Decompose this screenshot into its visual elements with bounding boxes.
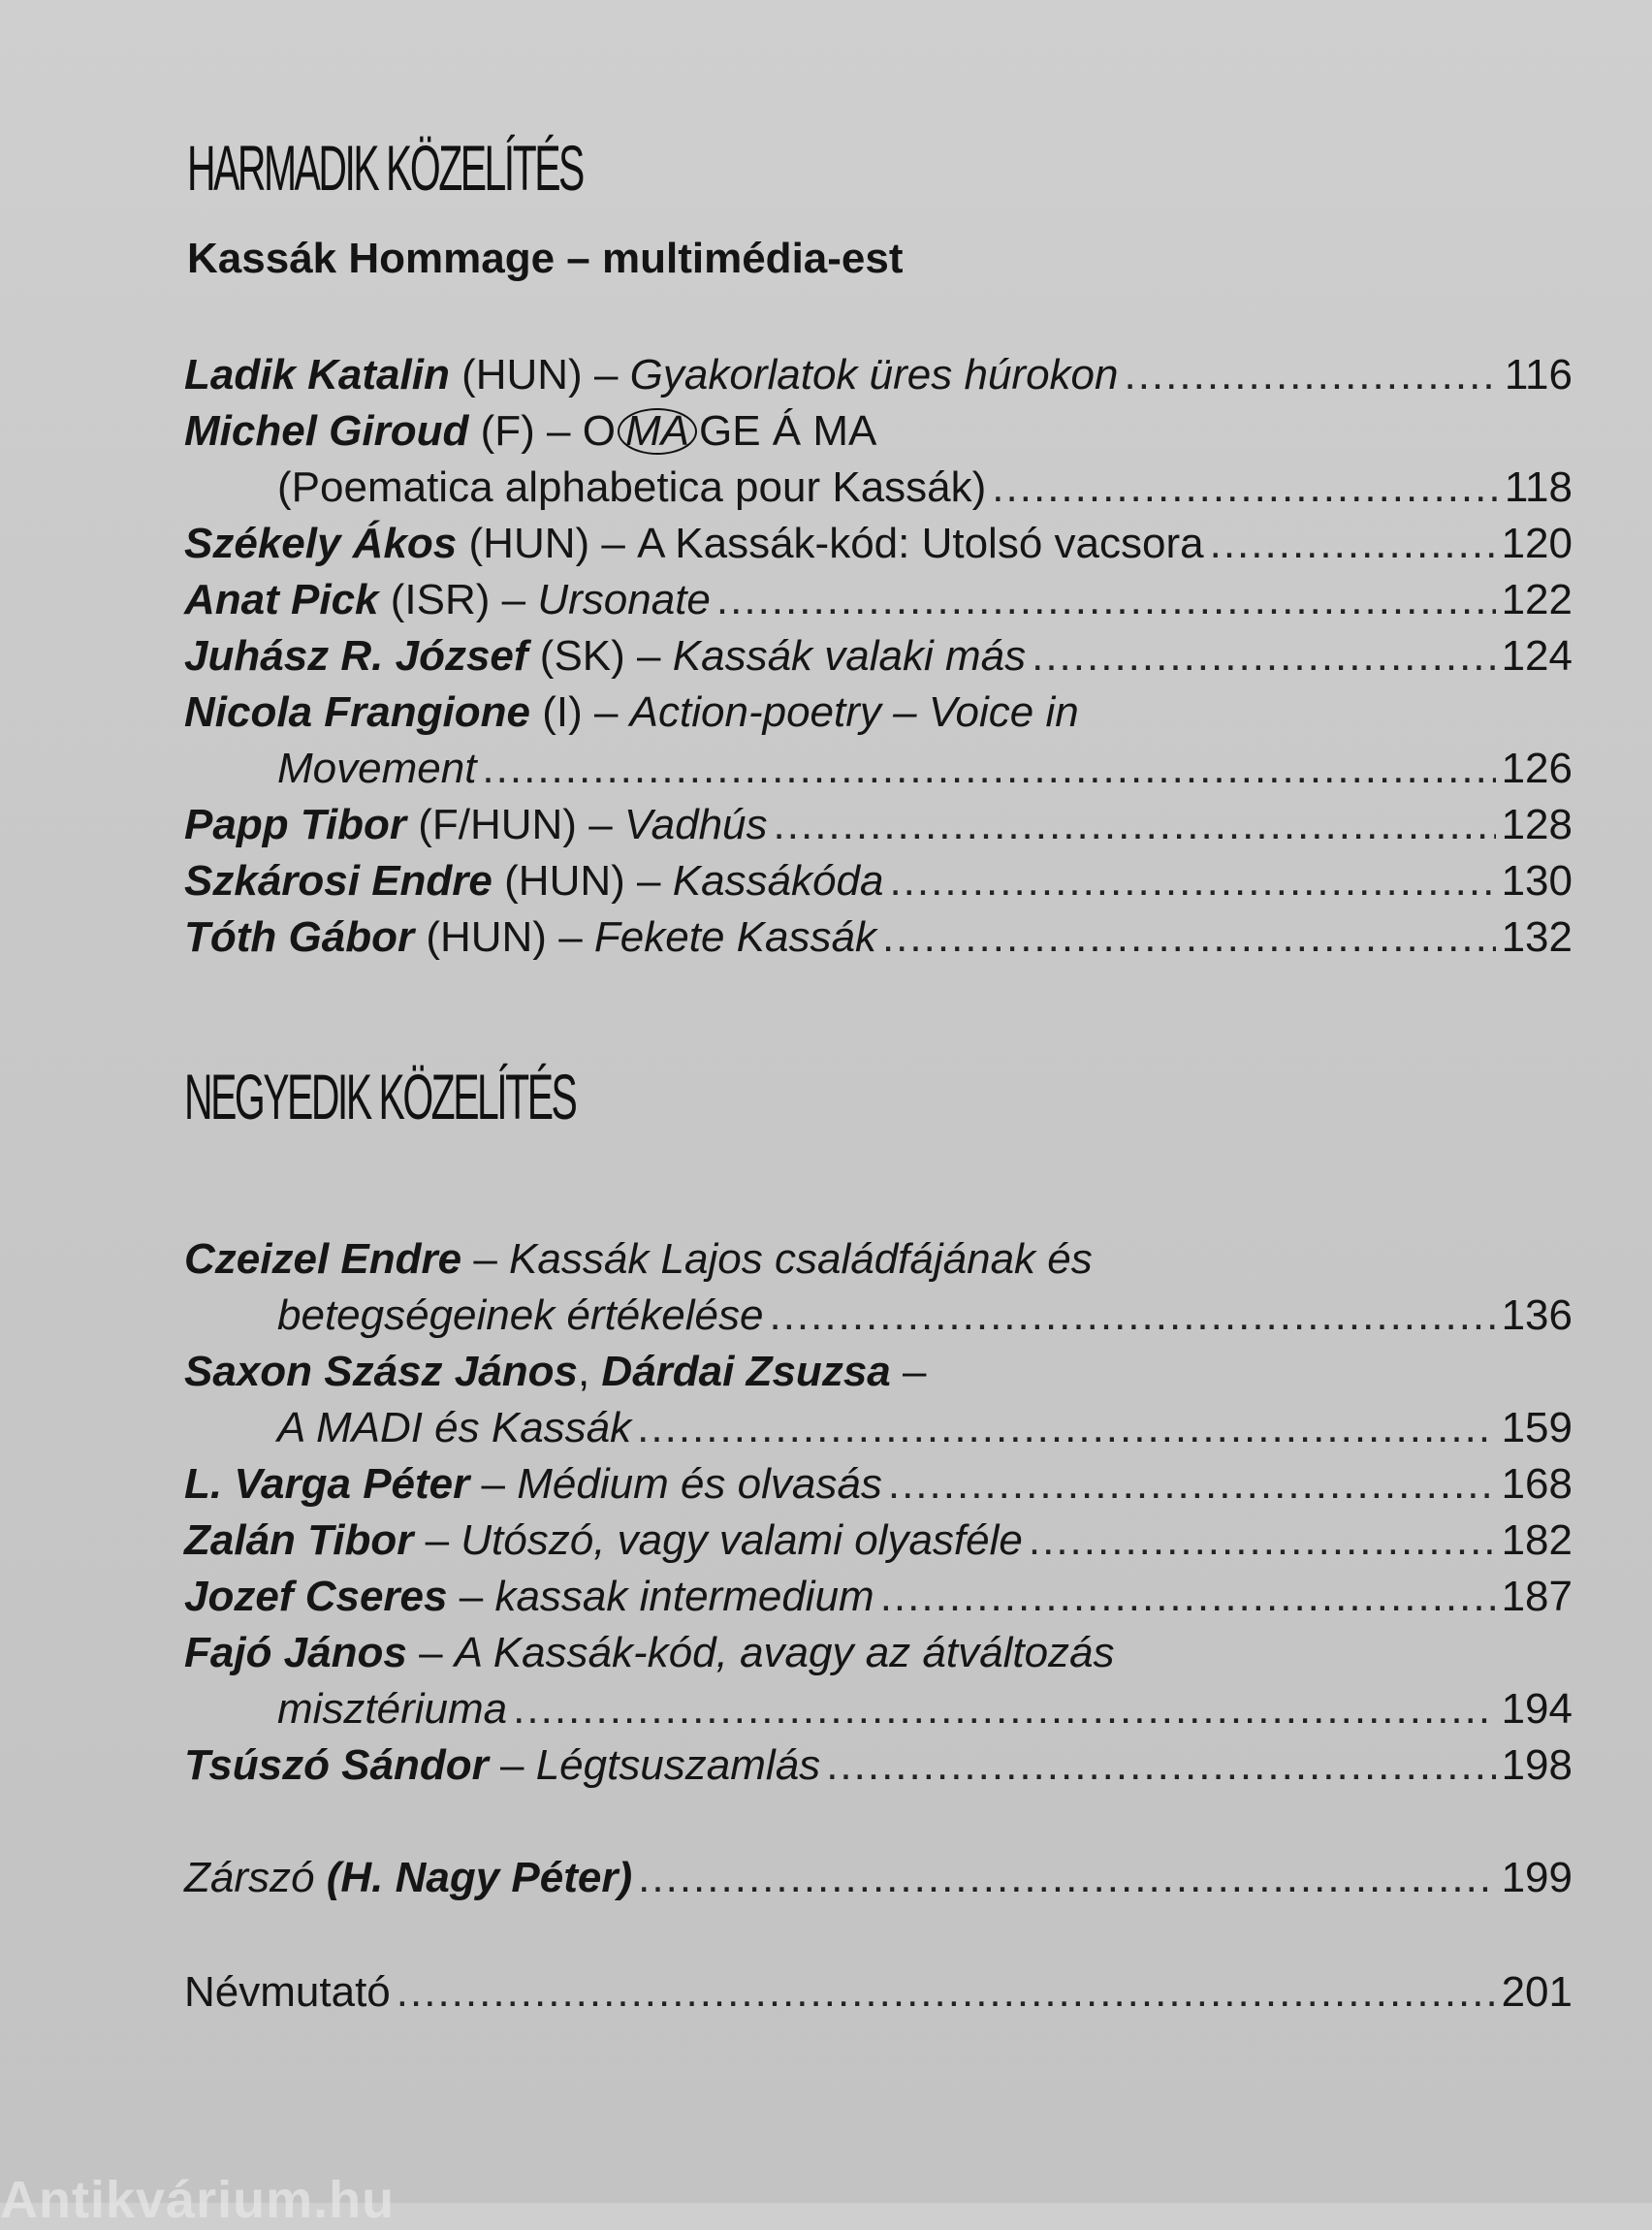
entry-author: Juhász R. József bbox=[184, 632, 528, 680]
toc-entry bbox=[184, 1625, 1573, 1737]
entry-author: Székely Ákos bbox=[184, 520, 458, 567]
entry-title: Ursonate bbox=[537, 576, 711, 623]
dot-leader bbox=[482, 741, 1495, 797]
entry-title: kassak intermedium bbox=[494, 1573, 874, 1620]
entry-separator: – bbox=[558, 913, 583, 961]
dot-leader bbox=[888, 1456, 1496, 1513]
dot-leader bbox=[1124, 347, 1498, 403]
entry-author: Szkárosi Endre bbox=[184, 857, 492, 905]
entry-title: Utószó, vagy valami olyasféle bbox=[461, 1516, 1023, 1564]
entry-separator: – bbox=[419, 1629, 443, 1676]
entry-page-number: 120 bbox=[1501, 520, 1573, 567]
index-label: Névmutató bbox=[184, 1968, 391, 2016]
entry-separator: – bbox=[637, 857, 661, 905]
entry-separator: – bbox=[588, 801, 613, 848]
entry-author: Nicola Frangione bbox=[184, 688, 530, 736]
entry-separator: – bbox=[593, 351, 619, 398]
entry-country: (SK) bbox=[539, 632, 625, 680]
entry-page-number: 126 bbox=[1501, 745, 1573, 792]
entry-country: (ISR) bbox=[390, 576, 491, 623]
entry-country: (HUN) bbox=[468, 520, 590, 567]
dot-leader bbox=[637, 1400, 1495, 1456]
dot-leader bbox=[638, 1850, 1495, 1906]
section-subtitle: Kassák Hommage – multimédia-est bbox=[187, 235, 904, 282]
toc-entry bbox=[184, 1344, 1573, 1456]
toc-entry bbox=[184, 853, 1573, 909]
entry-author-second: Dárdai Zsuzsa bbox=[601, 1348, 891, 1395]
entry-country: (HUN) bbox=[504, 857, 625, 905]
toc-entry bbox=[184, 1231, 1573, 1344]
dot-leader bbox=[513, 1681, 1495, 1737]
toc-entry bbox=[184, 628, 1573, 685]
entry-page-number: 199 bbox=[1501, 1854, 1573, 1901]
entry-separator: – bbox=[499, 1741, 524, 1789]
entry-page-number: 122 bbox=[1501, 576, 1573, 623]
section-heading-negyedik: NEGYEDIK KÖZELÍTÉS bbox=[184, 1061, 576, 1132]
dot-leader bbox=[882, 909, 1496, 966]
dot-leader bbox=[889, 853, 1495, 909]
entry-author: Tóth Gábor bbox=[184, 913, 415, 961]
toc-entry bbox=[184, 403, 1573, 516]
entry-separator: – bbox=[593, 688, 619, 736]
entry-page-number: 136 bbox=[1501, 1291, 1573, 1339]
toc-closing-entry bbox=[184, 1850, 1573, 1906]
toc-entry bbox=[184, 1456, 1573, 1513]
toc-entry bbox=[184, 347, 1573, 403]
entry-author: Papp Tibor bbox=[184, 801, 406, 848]
entry-author: L. Varga Péter bbox=[184, 1460, 470, 1508]
entry-country: (HUN) bbox=[426, 913, 547, 961]
entry-page-number: 194 bbox=[1501, 1685, 1573, 1733]
toc-entry bbox=[184, 572, 1573, 628]
entry-title-prefix: O bbox=[582, 407, 616, 455]
entry-page-number: 198 bbox=[1501, 1741, 1573, 1789]
entry-separator: – bbox=[501, 576, 526, 623]
entry-author: Michel Giroud bbox=[184, 407, 469, 455]
entry-title: Kassák valaki más bbox=[672, 632, 1027, 680]
entry-country: (F/HUN) bbox=[418, 801, 577, 848]
entry-title: A Kassák-kód: Utolsó vacsora bbox=[637, 520, 1204, 567]
dot-leader bbox=[716, 572, 1496, 628]
entry-title: Kassákóda bbox=[672, 857, 884, 905]
toc-index-entry bbox=[184, 1964, 1573, 2021]
entry-author: Jozef Cseres bbox=[184, 1573, 448, 1620]
closing-label: Zárszó bbox=[184, 1854, 315, 1901]
entry-page-number: 116 bbox=[1504, 351, 1573, 398]
toc-entry bbox=[184, 516, 1573, 572]
entry-title-continued: Movement bbox=[277, 745, 477, 792]
entry-separator: – bbox=[459, 1573, 484, 1620]
circled-ma-mark: MA bbox=[618, 408, 697, 455]
entry-separator: – bbox=[473, 1235, 497, 1283]
entry-title: Fekete Kassák bbox=[593, 913, 876, 961]
entry-page-number: 159 bbox=[1501, 1404, 1573, 1451]
entry-author: Czeizel Endre bbox=[184, 1235, 462, 1283]
entry-page-number: 118 bbox=[1504, 463, 1573, 511]
entry-title-suffix: GE Á MA bbox=[698, 407, 877, 455]
entry-page-number: 182 bbox=[1501, 1516, 1573, 1564]
entry-page-number: 132 bbox=[1501, 913, 1573, 961]
entry-page-number: 124 bbox=[1501, 632, 1573, 680]
entry-author: Tsúszó Sándor bbox=[184, 1741, 489, 1789]
closing-author: (H. Nagy Péter) bbox=[326, 1854, 633, 1901]
toc-entry bbox=[184, 909, 1573, 966]
dot-leader bbox=[1210, 516, 1496, 572]
toc-entry bbox=[184, 1513, 1573, 1569]
watermark-text: Antikvárium.hu bbox=[0, 2171, 396, 2229]
dot-leader bbox=[774, 797, 1496, 853]
dot-leader bbox=[826, 1737, 1495, 1794]
entry-title: Action-poetry – Voice in bbox=[629, 688, 1079, 736]
entry-title-continued: misztériuma bbox=[277, 1685, 508, 1733]
entry-title: Kassák Lajos családfájának és bbox=[509, 1235, 1093, 1283]
entry-title-continued: A MADI és Kassák bbox=[277, 1404, 632, 1451]
entry-author: Fajó János bbox=[184, 1629, 407, 1676]
entry-title: Médium és olvasás bbox=[517, 1460, 882, 1508]
dot-leader bbox=[1032, 628, 1495, 685]
entry-author: Ladik Katalin bbox=[184, 351, 450, 398]
entry-title: Vadhús bbox=[623, 801, 768, 848]
entry-separator: – bbox=[547, 407, 571, 455]
entry-author: Anat Pick bbox=[184, 576, 379, 623]
entry-separator: – bbox=[425, 1516, 450, 1564]
author-comma: , bbox=[577, 1348, 590, 1395]
entry-title: Légtsuszamlás bbox=[535, 1741, 821, 1789]
toc-entry bbox=[184, 797, 1573, 853]
entry-title: A Kassák-kód, avagy az átváltozás bbox=[454, 1629, 1115, 1676]
entry-title-continued: (Poematica alphabetica pour Kassák) bbox=[277, 463, 987, 511]
dot-leader bbox=[880, 1569, 1496, 1625]
entry-separator: – bbox=[481, 1460, 505, 1508]
entry-page-number: 187 bbox=[1501, 1573, 1573, 1620]
dot-leader bbox=[769, 1288, 1495, 1344]
entry-country: (HUN) bbox=[461, 351, 583, 398]
entry-page-number: 128 bbox=[1501, 801, 1573, 848]
toc-entry bbox=[184, 1737, 1573, 1794]
dot-leader bbox=[1029, 1513, 1496, 1569]
entry-separator: – bbox=[637, 632, 661, 680]
entry-separator: – bbox=[903, 1348, 927, 1395]
entry-author: Saxon Szász János bbox=[184, 1348, 578, 1395]
section-heading-harmadik: HARMADIK KÖZELÍTÉS bbox=[187, 132, 583, 204]
dot-leader bbox=[397, 1964, 1496, 2021]
entry-separator: – bbox=[601, 520, 625, 567]
toc-entry bbox=[184, 1569, 1573, 1625]
entry-page-number: 201 bbox=[1501, 1968, 1573, 2016]
entry-author: Zalán Tibor bbox=[184, 1516, 414, 1564]
entry-title-continued: betegségeinek értékelése bbox=[277, 1291, 764, 1339]
toc-entry bbox=[184, 685, 1573, 797]
entry-country: (I) bbox=[542, 688, 583, 736]
entry-page-number: 130 bbox=[1501, 857, 1573, 905]
entry-page-number: 168 bbox=[1501, 1460, 1573, 1508]
dot-leader bbox=[992, 460, 1499, 516]
entry-title: Gyakorlatok üres húrokon bbox=[629, 351, 1119, 398]
entry-country: (F) bbox=[480, 407, 535, 455]
